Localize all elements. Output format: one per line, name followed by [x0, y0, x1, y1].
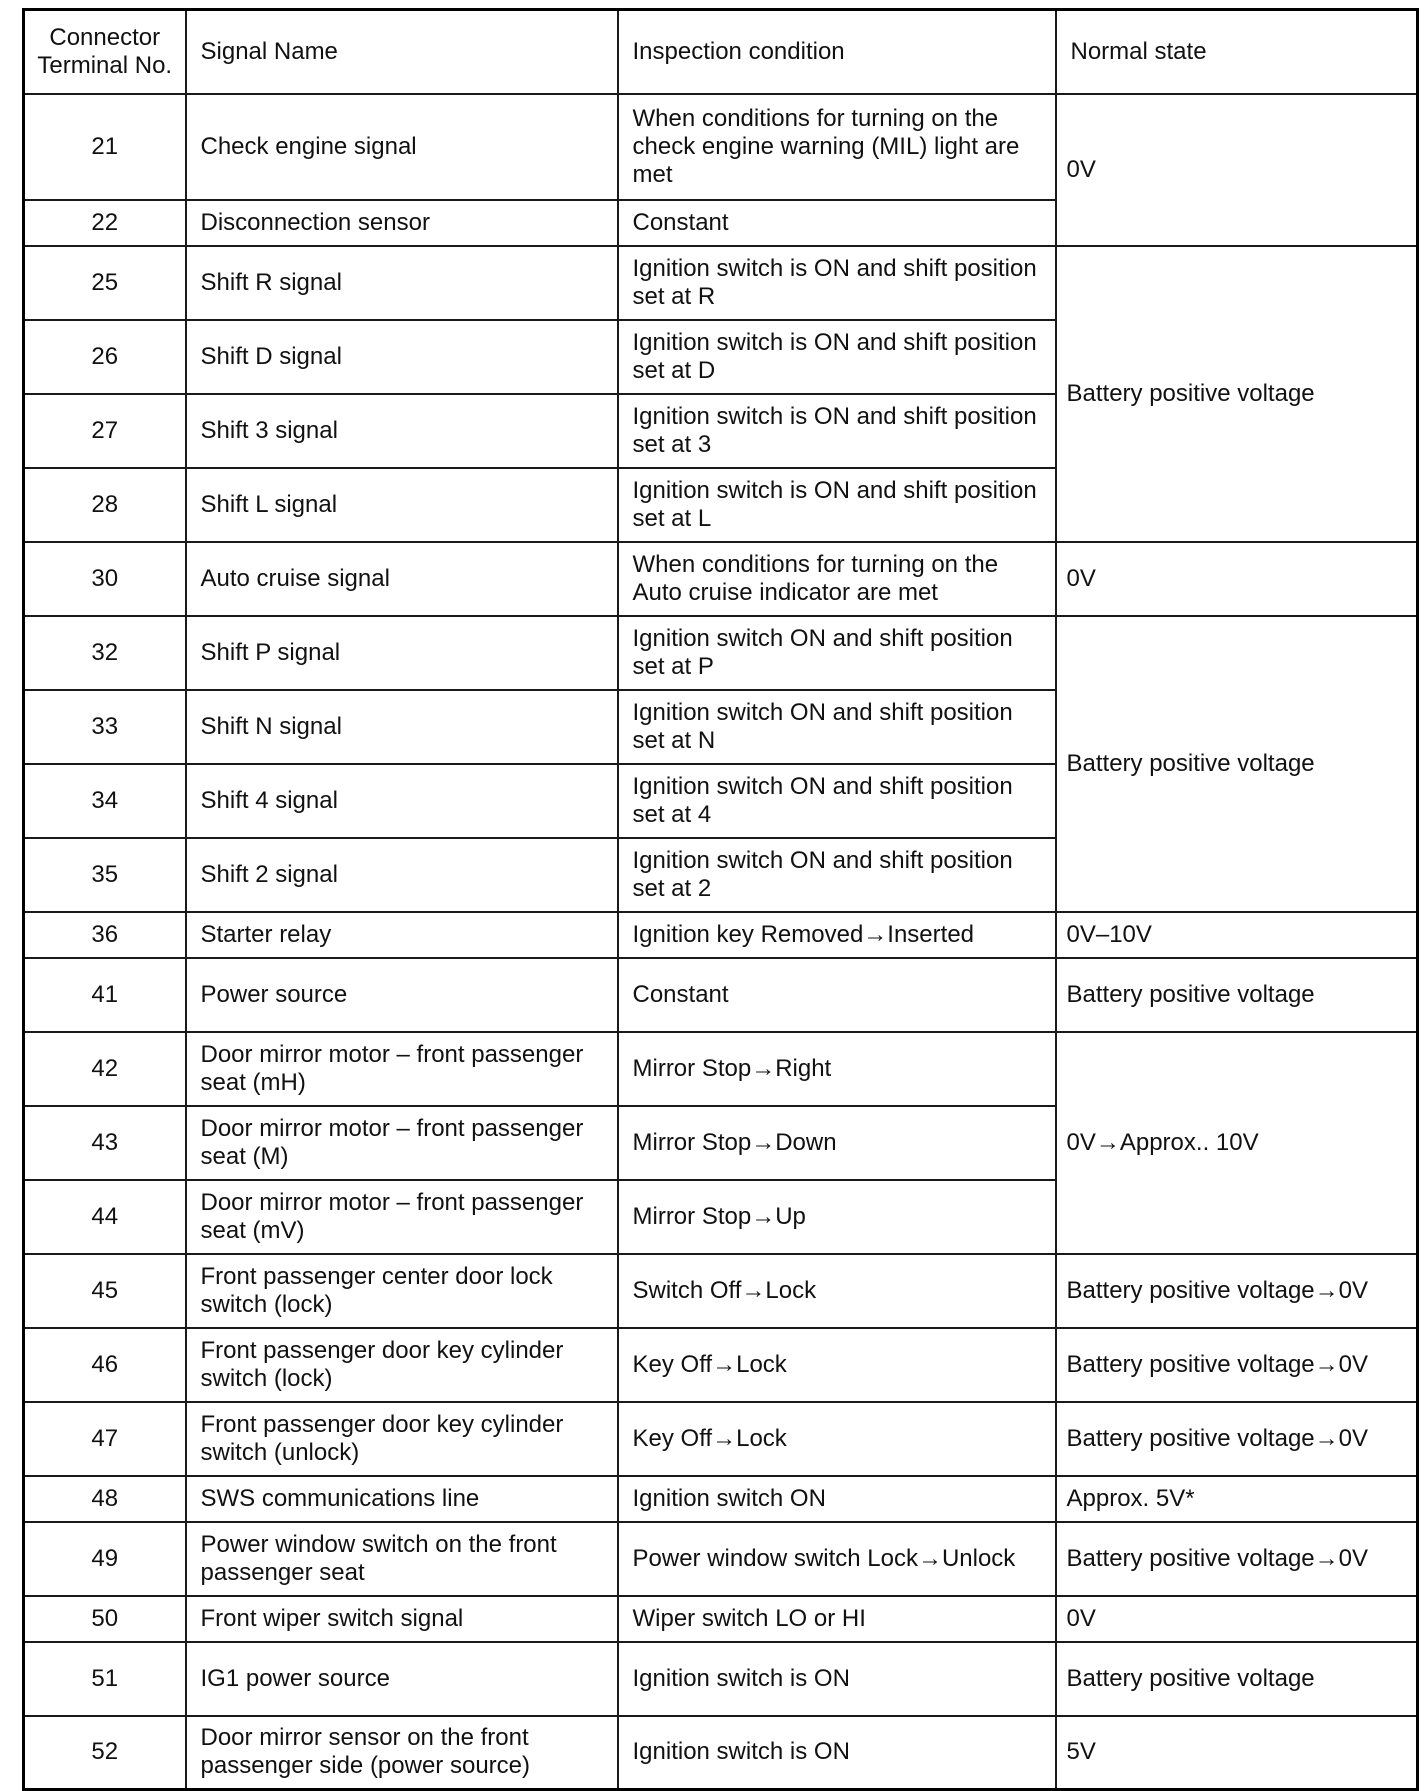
- signal-cell: Shift R signal: [186, 246, 618, 320]
- terminal-cell: 41: [24, 958, 186, 1032]
- state-cell: Battery positive voltage→0V: [1056, 1402, 1418, 1476]
- signal-cell: Door mirror motor – front passenger seat (M): [186, 1106, 618, 1180]
- header-row: [24, 10, 1418, 94]
- terminal-cell: 25: [24, 246, 186, 320]
- table-row: [24, 1032, 1418, 1106]
- header-signal: Signal Name: [186, 10, 618, 94]
- terminal-cell: 50: [24, 1596, 186, 1642]
- signal-cell: Shift P signal: [186, 616, 618, 690]
- state-cell: 5V: [1056, 1716, 1418, 1790]
- header-terminal: Connector Terminal No.: [24, 10, 186, 94]
- terminal-cell: 47: [24, 1402, 186, 1476]
- condition-cell: Power window switch Lock→Unlock: [618, 1522, 1056, 1596]
- table-row: [24, 1328, 1418, 1402]
- state-cell: Battery positive voltage→0V: [1056, 1328, 1418, 1402]
- state-cell: Approx. 5V*: [1056, 1476, 1418, 1522]
- condition-cell: Ignition switch ON and shift position set at P: [618, 616, 1056, 690]
- condition-cell: Ignition switch ON: [618, 1476, 1056, 1522]
- condition-cell: Constant: [618, 200, 1056, 246]
- terminal-cell: 35: [24, 838, 186, 912]
- terminal-cell: 36: [24, 912, 186, 958]
- terminal-cell: 26: [24, 320, 186, 394]
- state-cell: 0V: [1056, 542, 1418, 616]
- signal-cell: Shift 4 signal: [186, 764, 618, 838]
- condition-cell: Ignition switch is ON and shift position set at 3: [618, 394, 1056, 468]
- condition-cell: Ignition key Removed→Inserted: [618, 912, 1056, 958]
- state-cell: 0V: [1056, 1596, 1418, 1642]
- condition-cell: Ignition switch is ON and shift position set at R: [618, 246, 1056, 320]
- condition-cell: Wiper switch LO or HI: [618, 1596, 1056, 1642]
- terminal-cell: 52: [24, 1716, 186, 1790]
- table-row: [24, 1522, 1418, 1596]
- terminal-cell: 43: [24, 1106, 186, 1180]
- signal-cell: Front wiper switch signal: [186, 1596, 618, 1642]
- condition-cell: Ignition switch is ON and shift position set at L: [618, 468, 1056, 542]
- condition-cell: Ignition switch is ON and shift position set at D: [618, 320, 1056, 394]
- condition-cell: Key Off→Lock: [618, 1402, 1056, 1476]
- table-row: [24, 1402, 1418, 1476]
- terminal-cell: 21: [24, 94, 186, 200]
- terminal-cell: 48: [24, 1476, 186, 1522]
- signal-cell: Shift D signal: [186, 320, 618, 394]
- table-row: [24, 542, 1418, 616]
- state-cell: Battery positive voltage: [1056, 616, 1418, 912]
- signal-cell: Front passenger center door lock switch (lock): [186, 1254, 618, 1328]
- terminal-cell: 45: [24, 1254, 186, 1328]
- signal-cell: Front passenger door key cylinder switch (lock): [186, 1328, 618, 1402]
- state-cell: Battery positive voltage: [1056, 1642, 1418, 1716]
- signal-cell: Shift N signal: [186, 690, 618, 764]
- condition-cell: Mirror Stop→Down: [618, 1106, 1056, 1180]
- condition-cell: Ignition switch is ON: [618, 1716, 1056, 1790]
- terminal-cell: 46: [24, 1328, 186, 1402]
- state-cell: Battery positive voltage→0V: [1056, 1254, 1418, 1328]
- signal-cell: Front passenger door key cylinder switch (unlock): [186, 1402, 618, 1476]
- terminal-cell: 34: [24, 764, 186, 838]
- state-cell: 0V–10V: [1056, 912, 1418, 958]
- signal-cell: Door mirror sensor on the front passenger side (power source): [186, 1716, 618, 1790]
- table-row: [24, 94, 1418, 200]
- signal-cell: Auto cruise signal: [186, 542, 618, 616]
- signal-cell: Disconnection sensor: [186, 200, 618, 246]
- table-row: [24, 912, 1418, 958]
- state-cell: Battery positive voltage→0V: [1056, 1522, 1418, 1596]
- terminal-cell: 30: [24, 542, 186, 616]
- terminal-cell: 33: [24, 690, 186, 764]
- terminal-cell: 44: [24, 1180, 186, 1254]
- terminal-cell: 49: [24, 1522, 186, 1596]
- condition-cell: Ignition switch ON and shift position set at 4: [618, 764, 1056, 838]
- condition-cell: Ignition switch ON and shift position set at 2: [618, 838, 1056, 912]
- signal-cell: Power window switch on the front passenger seat: [186, 1522, 618, 1596]
- signal-cell: Door mirror motor – front passenger seat (mV): [186, 1180, 618, 1254]
- header-state: Normal state: [1056, 10, 1418, 94]
- table-row: [24, 1642, 1418, 1716]
- signal-cell: IG1 power source: [186, 1642, 618, 1716]
- terminal-inspection-table: [22, 8, 1419, 1791]
- table-row: [24, 958, 1418, 1032]
- state-cell: 0V: [1056, 94, 1418, 246]
- signal-cell: Starter relay: [186, 912, 618, 958]
- condition-cell: When conditions for turning on the check engine warning (MIL) light are met: [618, 94, 1056, 200]
- signal-cell: Shift 2 signal: [186, 838, 618, 912]
- condition-cell: When conditions for turning on the Auto cruise indicator are met: [618, 542, 1056, 616]
- signal-cell: Shift 3 signal: [186, 394, 618, 468]
- condition-cell: Mirror Stop→Up: [618, 1180, 1056, 1254]
- condition-cell: Constant: [618, 958, 1056, 1032]
- state-cell: 0V→Approx.. 10V: [1056, 1032, 1418, 1254]
- table-row: [24, 1716, 1418, 1790]
- table-row: [24, 246, 1418, 320]
- signal-cell: SWS communications line: [186, 1476, 618, 1522]
- signal-cell: Door mirror motor – front passenger seat (mH): [186, 1032, 618, 1106]
- table-row: [24, 1254, 1418, 1328]
- terminal-cell: 51: [24, 1642, 186, 1716]
- terminal-cell: 32: [24, 616, 186, 690]
- table-row: [24, 1596, 1418, 1642]
- condition-cell: Ignition switch ON and shift position set at N: [618, 690, 1056, 764]
- state-cell: Battery positive voltage: [1056, 246, 1418, 542]
- condition-cell: Key Off→Lock: [618, 1328, 1056, 1402]
- signal-cell: Shift L signal: [186, 468, 618, 542]
- table-row: [24, 616, 1418, 690]
- terminal-cell: 22: [24, 200, 186, 246]
- terminal-cell: 27: [24, 394, 186, 468]
- signal-cell: Power source: [186, 958, 618, 1032]
- terminal-cell: 28: [24, 468, 186, 542]
- signal-cell: Check engine signal: [186, 94, 618, 200]
- table-row: [24, 1476, 1418, 1522]
- condition-cell: Switch Off→Lock: [618, 1254, 1056, 1328]
- condition-cell: Ignition switch is ON: [618, 1642, 1056, 1716]
- header-condition: Inspection condition: [618, 10, 1056, 94]
- state-cell: Battery positive voltage: [1056, 958, 1418, 1032]
- condition-cell: Mirror Stop→Right: [618, 1032, 1056, 1106]
- terminal-cell: 42: [24, 1032, 186, 1106]
